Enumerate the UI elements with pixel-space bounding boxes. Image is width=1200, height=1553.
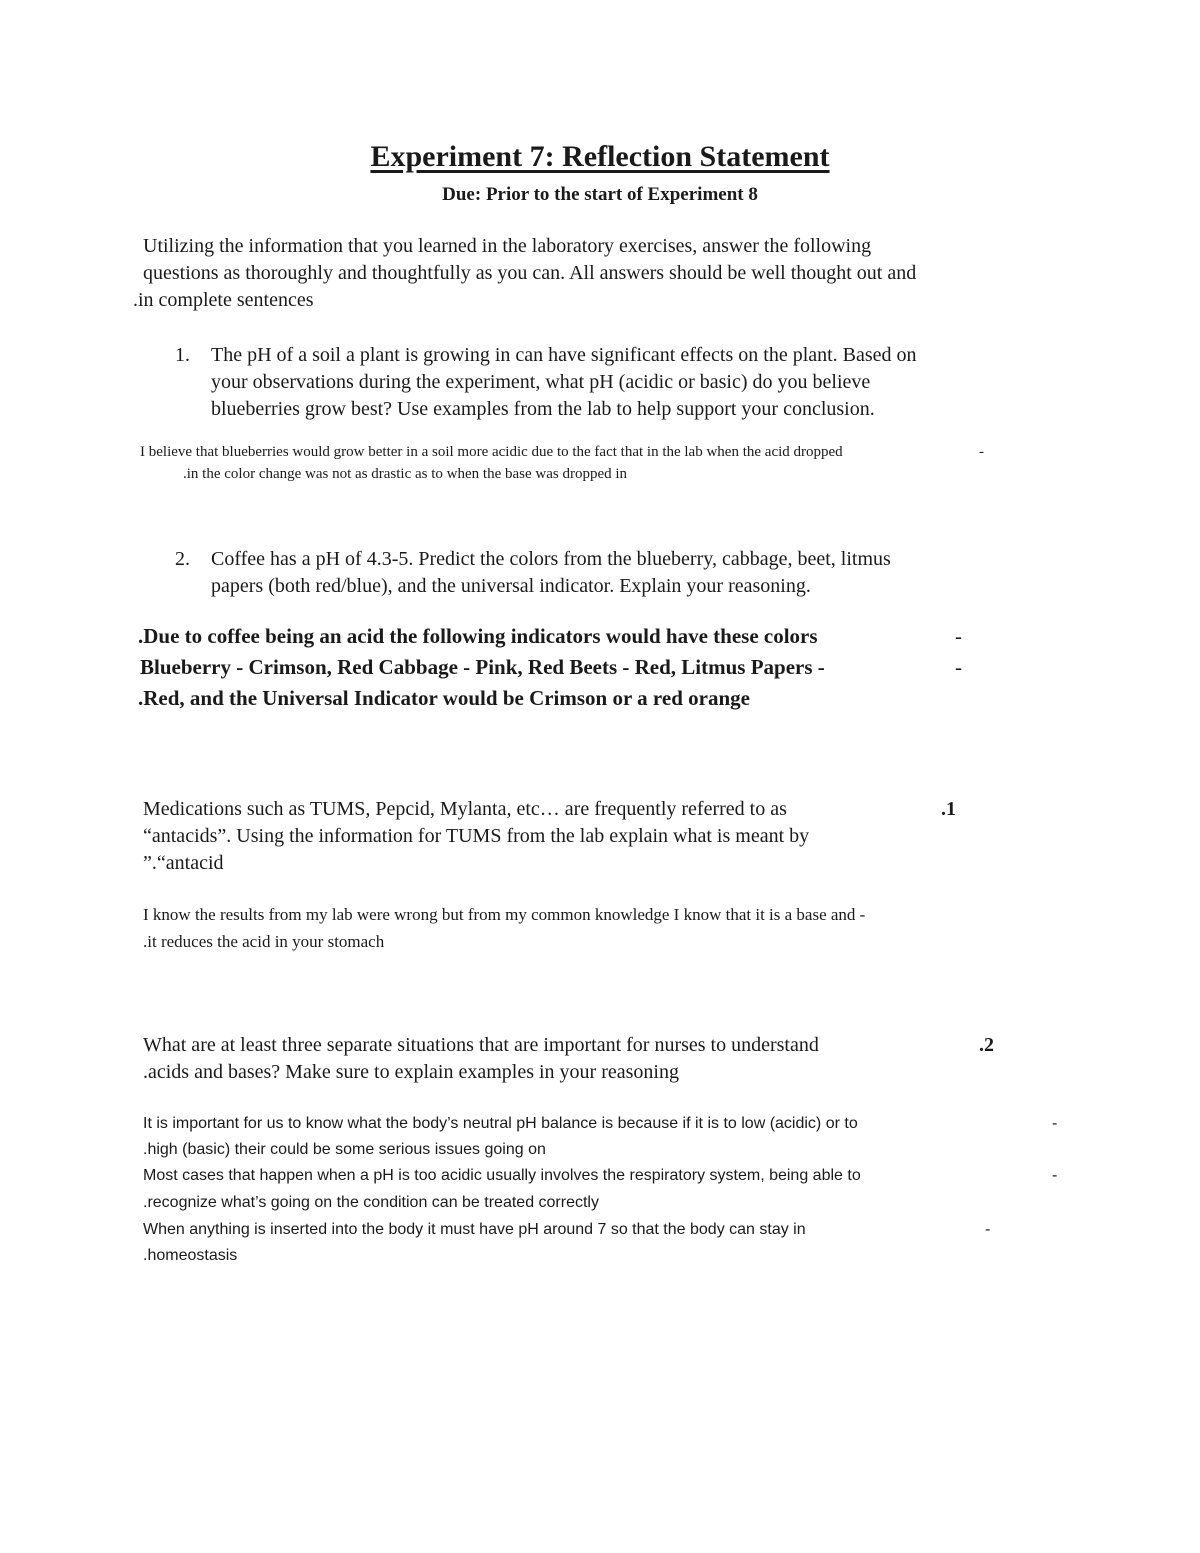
question-number: 1. <box>175 344 190 366</box>
answer-line: .it reduces the acid in your stomach <box>143 932 385 951</box>
question-text: Coffee has a pH of 4.3-5. Predict the colors from the blueberry, cabbage, beet, litmus <box>211 548 891 570</box>
answer-line: .in the color change was not as drastic as to when the base was dropped in <box>183 466 628 482</box>
list-dash: - <box>985 1221 991 1238</box>
question-text: .acids and bases? Make sure to explain examples in your reasoning <box>143 1061 679 1083</box>
question-text: ”.“antacid <box>143 852 224 874</box>
answer-line: When anything is inserted into the body it must have pH around 7 so that the body can stay in <box>143 1221 806 1238</box>
question-number: 2. <box>175 548 190 570</box>
intro-line: Utilizing the information that you learned in the laboratory exercises, answer the following <box>143 235 872 257</box>
question-text: papers (both red/blue), and the universal indicator. Explain your reasoning. <box>211 575 811 597</box>
page-title: Experiment 7: Reflection Statement <box>370 140 830 173</box>
list-dash: - <box>955 655 962 679</box>
question-number: .1 <box>941 798 956 820</box>
answer-line: .Red, and the Universal Indicator would be Crimson or a red orange <box>138 686 750 710</box>
intro-line: .in complete sentences <box>133 289 314 311</box>
answer-line: .high (basic) their could be some serious issues going on <box>143 1141 546 1158</box>
answer-line: I believe that blueberries would grow better in a soil more acidic due to the fact that in the lab when the acid dropped <box>140 444 843 460</box>
intro-line: questions as thoroughly and thoughtfully as you can. All answers should be well thought out and <box>143 262 917 284</box>
answer-line: Most cases that happen when a pH is too acidic usually involves the respiratory system, being able to <box>143 1167 861 1184</box>
list-dash: - <box>979 444 984 460</box>
question-text: The pH of a soil a plant is growing in can have significant effects on the plant. Based on <box>211 344 917 366</box>
due-subtitle: Due: Prior to the start of Experiment 8 <box>442 184 758 205</box>
answer-line: .recognize what’s going on the condition can be treated correctly <box>143 1194 599 1211</box>
question-text: Medications such as TUMS, Pepcid, Mylanta, etc… are frequently referred to as <box>143 798 787 820</box>
answer-line: It is important for us to know what the body’s neutral pH balance is because if it is to low (acidic) or to <box>143 1115 858 1132</box>
answer-line: .Due to coffee being an acid the following indicators would have these colors <box>138 624 818 648</box>
answer-line: I know the results from my lab were wrong but from my common knowledge I know that it is a base and - <box>143 905 866 924</box>
list-dash: - <box>955 624 962 648</box>
question-number: .2 <box>979 1034 994 1056</box>
list-dash: - <box>1052 1115 1058 1132</box>
question-text: blueberries grow best? Use examples from the lab to help support your conclusion. <box>211 398 875 420</box>
question-text: What are at least three separate situations that are important for nurses to understand <box>143 1034 819 1056</box>
question-text: “antacids”. Using the information for TUMS from the lab explain what is meant by <box>143 825 810 847</box>
answer-line: .homeostasis <box>143 1247 238 1264</box>
question-text: your observations during the experiment, what pH (acidic or basic) do you believe <box>211 371 871 393</box>
list-dash: - <box>1052 1167 1058 1184</box>
answer-line: Blueberry - Crimson, Red Cabbage - Pink, Red Beets - Red, Litmus Papers - <box>140 655 825 679</box>
